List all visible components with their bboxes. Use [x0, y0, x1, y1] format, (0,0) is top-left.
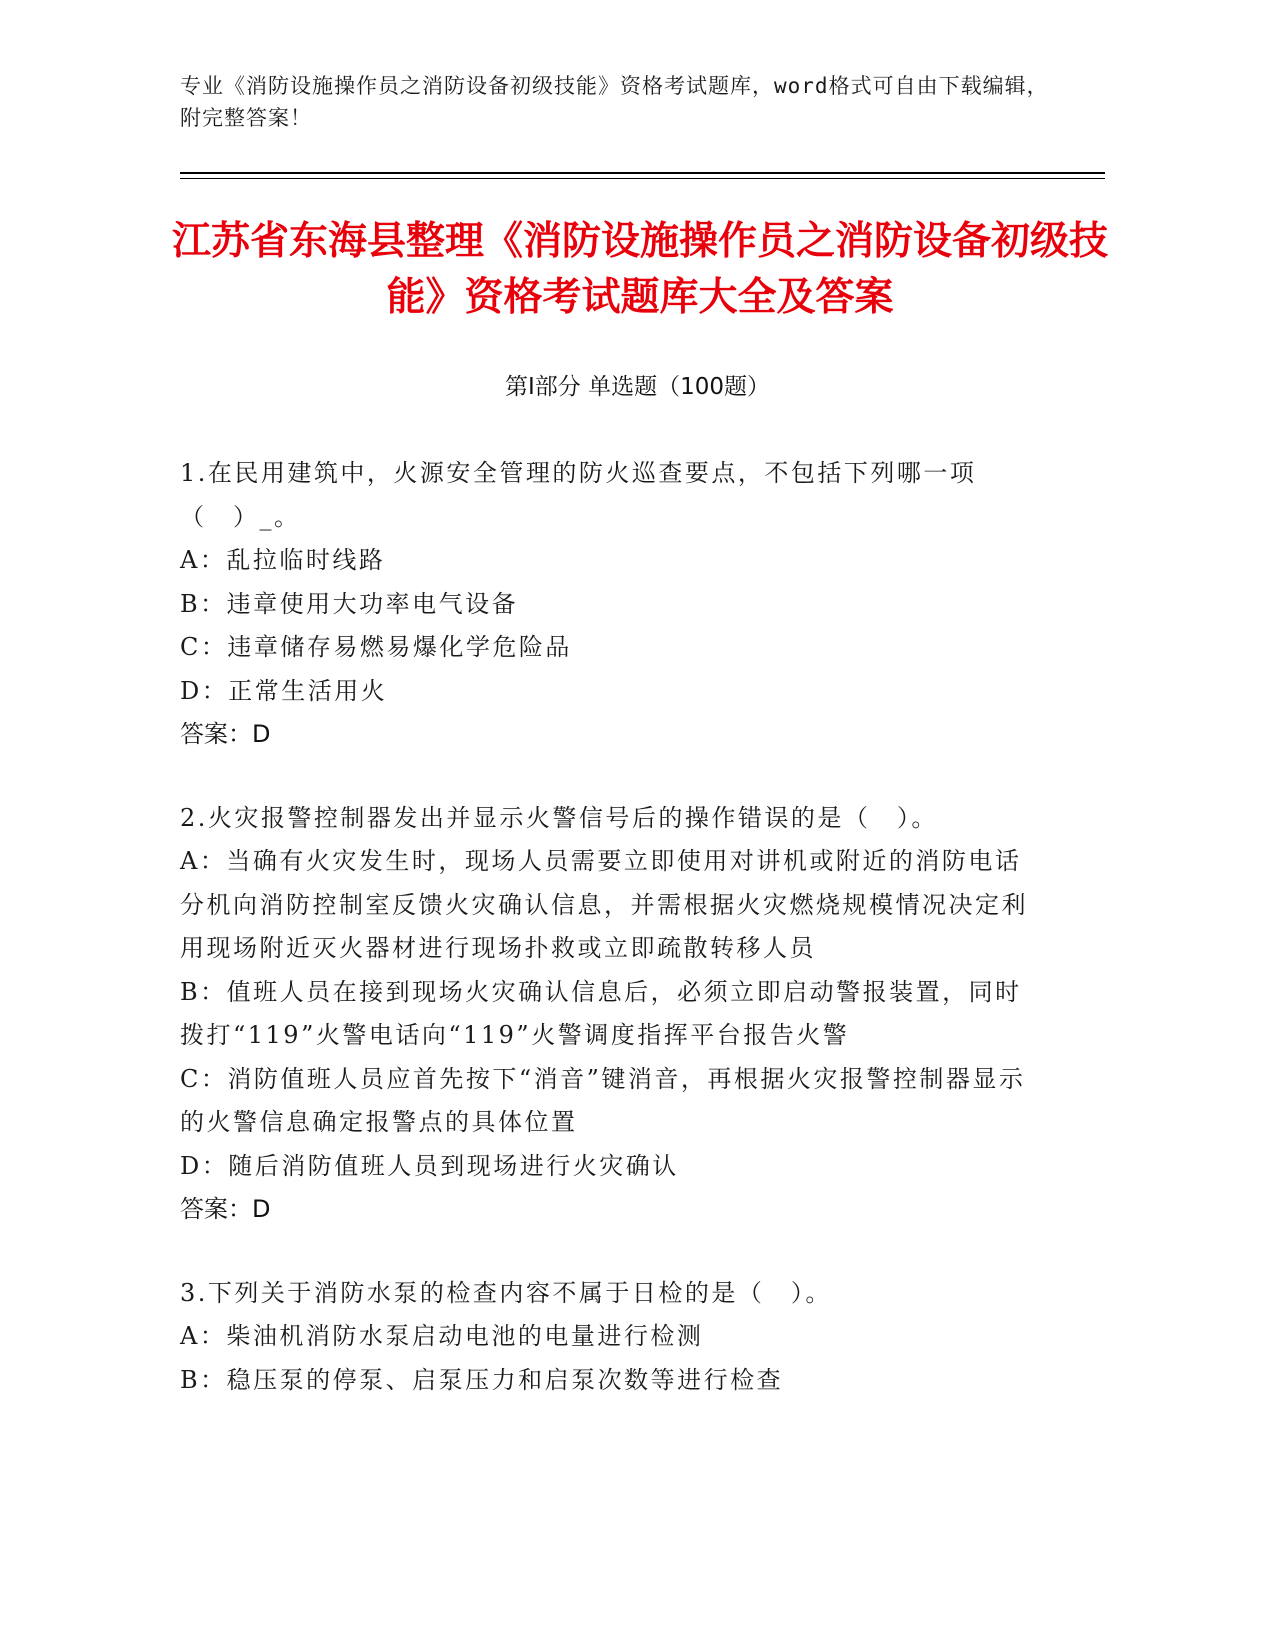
- question-3: [180, 1272, 1040, 1403]
- header-divider-thick: [180, 172, 1105, 174]
- header-divider-thin: [180, 178, 1105, 179]
- option-c: C：违章储存易燃易爆化学危险品: [180, 633, 572, 661]
- question-stem: 1.在民用建筑中，火源安全管理的防火巡查要点，不包括下列哪一项（ ）_。: [180, 459, 977, 531]
- option-b: B：稳压泵的停泵、启泵压力和启泵次数等进行检查: [180, 1365, 784, 1394]
- option-a: A：乱拉临时线路: [180, 546, 386, 574]
- option-d: D：正常生活用火: [180, 676, 388, 705]
- answer-line: 答案：D: [180, 1195, 271, 1223]
- option-a: A：柴油机消防水泵启动电池的电量进行检测: [180, 1322, 704, 1350]
- option-b: B：违章使用大功率电气设备: [180, 589, 519, 618]
- question-1: [180, 452, 1040, 757]
- document-title: 江苏省东海县整理《消防设施操作员之消防设备初级技能》资格考试题库大全及答案: [171, 219, 1108, 320]
- option-a: A：当确有火灾发生时，现场人员需要立即使用对讲机或附近的消防电话分机向消防控制室反馈火灾确认信息，并需根据火灾燃烧规模情况决定利用现场附近灭火器材进行现场扑救或立即疏散转移人员: [180, 847, 1028, 962]
- question-stem: 3.下列关于消防水泵的检查内容不属于日检的是（ ）。: [180, 1278, 832, 1307]
- header-note: 专业《消防设施操作员之消防设备初级技能》资格考试题库，word格式可自由下载编辑，附完整答案！: [180, 74, 1049, 130]
- section-heading: 第Ⅰ部分 单选题（100题）: [505, 374, 770, 400]
- option-d: D：随后消防值班人员到现场进行火灾确认: [180, 1151, 679, 1180]
- option-c: C：消防值班人员应首先按下“消音”键消音，再根据火灾报警控制器显示的火警信息确定报警点的具体位置: [180, 1064, 1026, 1136]
- question-2: [180, 797, 1040, 1232]
- question-stem: 2.火灾报警控制器发出并显示火警信号后的操作错误的是（ ）。: [180, 803, 938, 832]
- option-b: B：值班人员在接到现场火灾确认信息后，必须立即启动警报装置，同时拨打“119”火警电话向“119”火警调度指挥平台报告火警: [180, 977, 1022, 1049]
- question-list: [180, 452, 1040, 1442]
- answer-line: 答案：D: [180, 720, 271, 748]
